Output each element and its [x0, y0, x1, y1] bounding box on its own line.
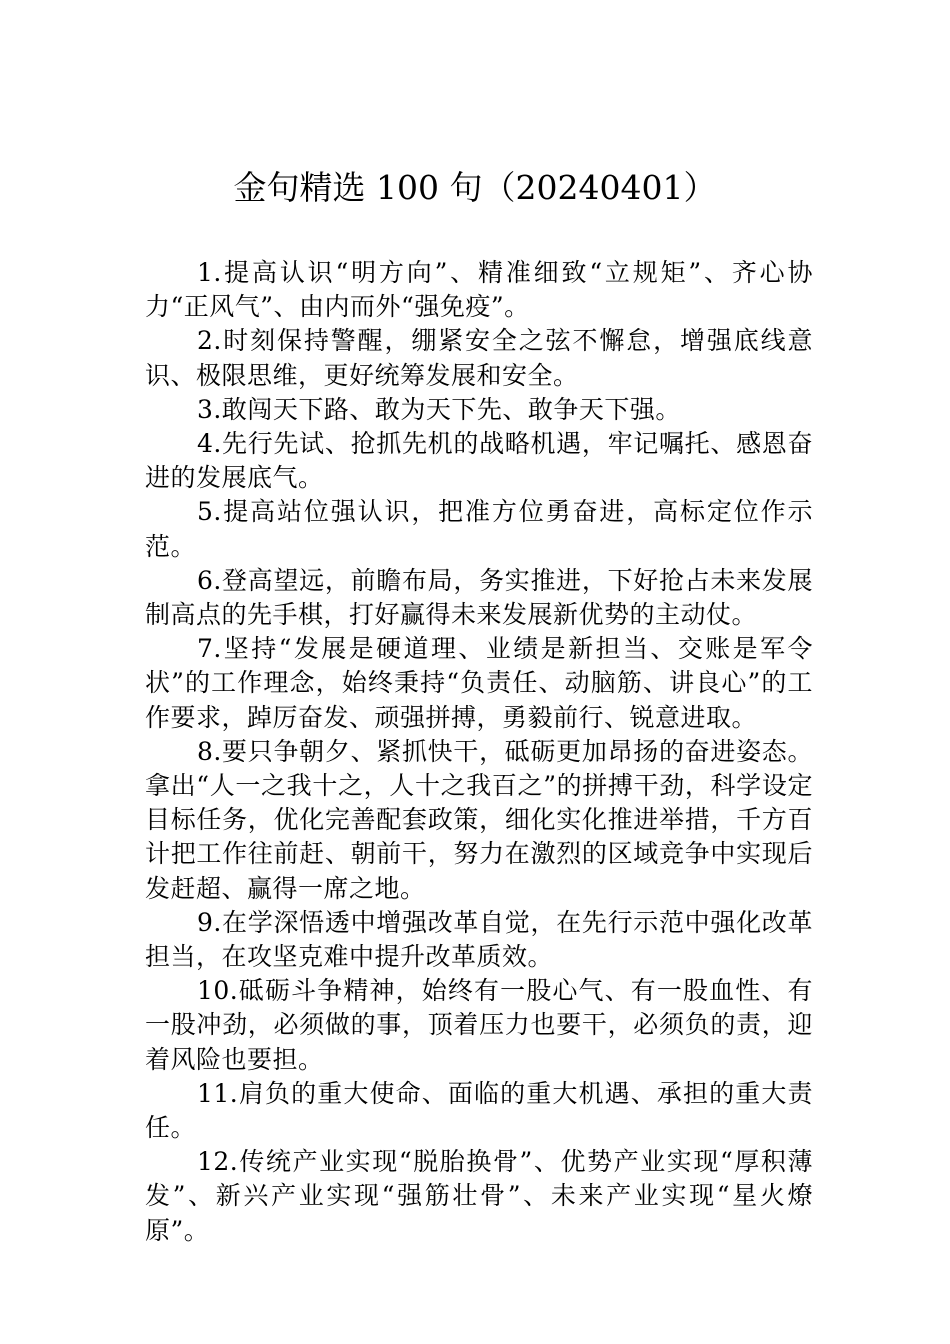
paragraph-6: 6.登高望远，前瞻布局，务实推进，下好抢占未来发展制高点的先手棋，打好赢得未来发展新优势的主动仗。: [145, 565, 813, 630]
document-body: [145, 256, 813, 1248]
paragraph-10: 10.砥砺斗争精神，始终有一股心气、有一股血性、有一股冲劲，必须做的事，顶着压力也要干，必须负的责，迎着风险也要担。: [145, 976, 813, 1074]
paragraph-1: 1.提高认识“明方向”、精准细致“立规矩”、齐心协力“正风气”、由内而外“强免疫”。: [145, 258, 813, 322]
paragraph-11: 11.肩负的重大使命、面临的重大机遇、承担的重大责任。: [145, 1078, 813, 1143]
paragraph-12: 12.传统产业实现“脱胎换骨”、优势产业实现“厚积薄发”、新兴产业实现“强筋壮骨”、未来产业实现“星火燎原”。: [145, 1147, 814, 1245]
paragraph-3: 3.敢闯天下路、敢为天下先、敢争天下强。: [197, 394, 681, 424]
page-title: 金句精选 100 句（20240401）: [233, 168, 717, 207]
paragraph-2: 2.时刻保持警醒，绷紧安全之弦不懈怠，增强底线意识、极限思维，更好统筹发展和安全。: [145, 326, 813, 390]
paragraph-5: 5.提高站位强认识，把准方位勇奋进，高标定位作示范。: [145, 497, 813, 561]
paragraph-9: 9.在学深悟透中增强改革自觉，在先行示范中强化改革担当，在攻坚克难中提升改革质效。: [145, 907, 813, 972]
paragraph-4: 4.先行先试、抢抓先机的战略机遇，牢记嘱托、感恩奋进的发展底气。: [145, 429, 813, 493]
paragraph-8: 8.要只争朝夕、紧抓快干，砥砺更加昂扬的奋进姿态。拿出“人一之我十之，人十之我百之”的拼搏干劲，科学设定目标任务，优化完善配套政策，细化实化推进举措，千方百计把工作往前赶、朝前干，努力在激烈的区域竞争中实现后发赶超、赢得一席之地。: [145, 736, 813, 903]
paragraph-7: 7.坚持“发展是硬道理、业绩是新担当、交账是军令状”的工作理念，始终秉持“负责任、动脑筋、讲良心”的工作要求，踔厉奋发、顽强拼搏，勇毅前行、锐意进取。: [145, 634, 813, 732]
